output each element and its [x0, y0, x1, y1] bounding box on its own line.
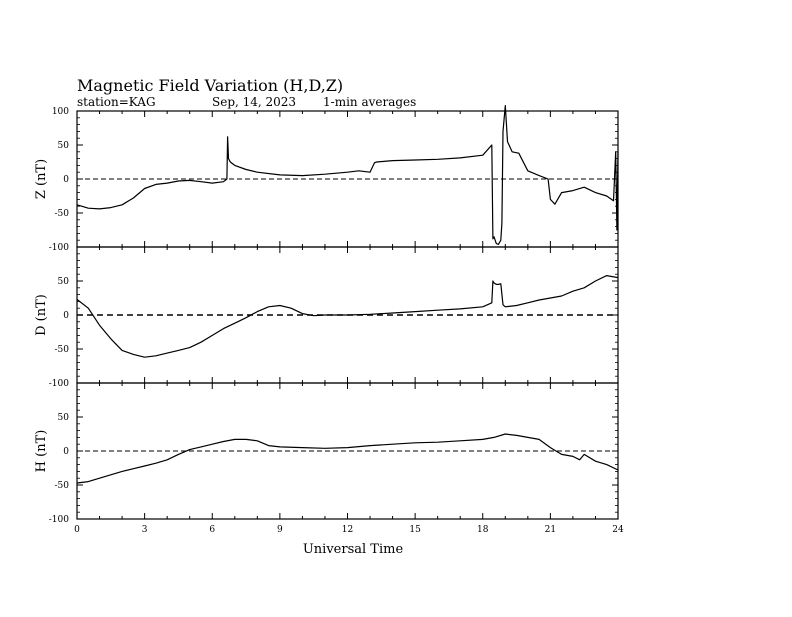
date-label: Sep, 14, 2023 [212, 95, 297, 109]
y-tick-label-h: 0 [63, 447, 69, 457]
y-tick-label-z: 0 [63, 175, 69, 185]
x-tick-label: 3 [141, 525, 148, 535]
y-tick-label-z: 50 [57, 141, 69, 151]
series-line-d [77, 276, 618, 358]
y-tick-label-d: 0 [63, 311, 69, 321]
x-tick-label: 9 [277, 525, 283, 535]
y-tick-label-d: -100 [48, 379, 69, 389]
chart-title: Magnetic Field Variation (H,D,Z) [77, 76, 344, 95]
y-axis-label-d: D (nT) [34, 294, 49, 336]
y-tick-label-z: -50 [54, 209, 69, 219]
y-tick-label-h: -100 [48, 515, 69, 525]
y-tick-label-h: -50 [54, 481, 69, 491]
y-tick-label-d: 50 [57, 277, 69, 287]
x-tick-label: 12 [341, 525, 354, 535]
y-axis-label-h: H (nT) [34, 429, 49, 473]
y-tick-label-h: 50 [57, 413, 69, 423]
averaging-label: 1-min averages [323, 95, 417, 109]
station-label: station=KAG [77, 95, 156, 109]
x-tick-label: 24 [612, 525, 624, 535]
panels-group [34, 106, 624, 535]
y-tick-label-d: -50 [54, 345, 69, 355]
x-tick-label: 15 [409, 525, 421, 535]
y-tick-label-z: -100 [48, 243, 69, 253]
x-tick-label: 18 [477, 525, 489, 535]
series-line-h [77, 434, 618, 483]
x-tick-label: 21 [544, 525, 557, 535]
y-axis-label-z: Z (nT) [34, 158, 49, 200]
series-line-z [77, 106, 618, 245]
x-tick-label: 6 [209, 525, 216, 535]
y-tick-label-z: 100 [51, 107, 69, 117]
x-axis-label: Universal Time [302, 542, 404, 557]
x-tick-label: 0 [74, 525, 80, 535]
